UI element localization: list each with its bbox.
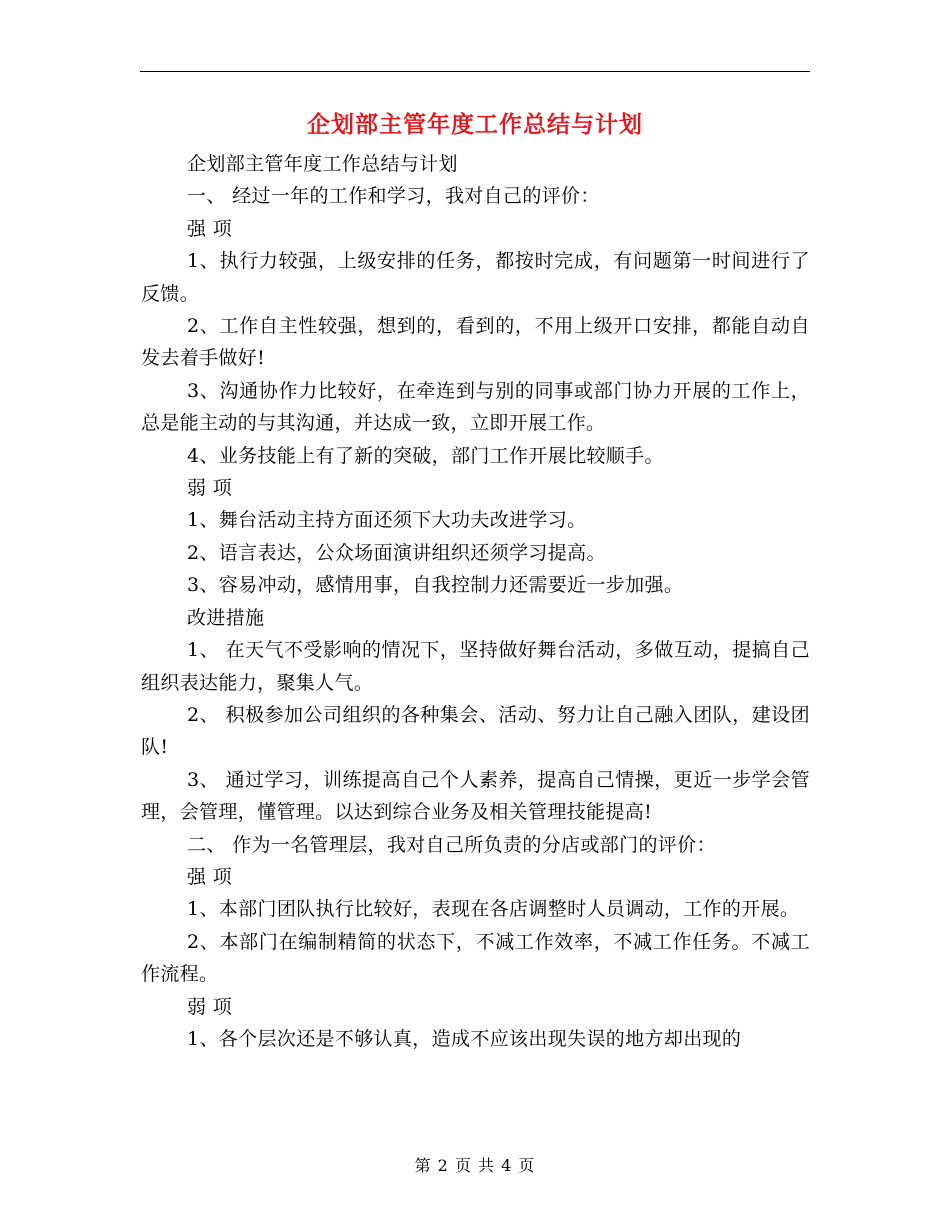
paragraph: 2、 积极参加公司组织的各种集会、活动、努力让自己融入团队，建设团队! [141, 703, 810, 759]
paragraph: 1、各个层次还是不够认真，造成不应该出现失误的地方却出现的 [187, 1027, 742, 1050]
paragraph: 4、业务技能上有了新的突破，部门工作开展比较顺手。 [187, 444, 664, 467]
document-body [141, 148, 810, 1055]
document-title: 企划部主管年度工作总结与计划 [307, 111, 643, 138]
paragraph: 强 项 [187, 865, 233, 888]
paragraph: 一、 经过一年的工作和学习，我对自己的评价： [187, 185, 600, 208]
paragraph: 改进措施 [187, 606, 265, 629]
paragraph: 1、执行力较强，上级安排的任务，都按时完成，有问题第一时间进行了反馈。 [141, 250, 810, 305]
paragraph: 强 项 [187, 217, 233, 240]
paragraph: 3、容易冲动，感情用事，自我控制力还需要近一步加强。 [187, 574, 684, 597]
paragraph: 1、 在天气不受影响的情况下，坚持做好舞台活动，多做互动，提搞自己组织表达能力，聚集人气。 [141, 639, 810, 694]
header-rule [140, 71, 810, 72]
paragraph: 2、语言表达，公众场面演讲组织还须学习提高。 [187, 541, 606, 564]
paragraph: 1、本部门团队执行比较好，表现在各店调整时人员调动，工作的开展。 [187, 898, 800, 921]
paragraph: 弱 项 [187, 995, 233, 1018]
paragraph: 二、 作为一名管理层，我对自己所负责的分店或部门的评价： [187, 833, 716, 856]
paragraph: 企划部主管年度工作总结与计划 [187, 153, 458, 175]
page-footer: 第 2 页 共 4 页 [414, 1156, 536, 1175]
paragraph: 3、沟通协作力比较好，在牵连到与别的同事或部门协力开展的工作上，总是能主动的与其沟通，并达成一致，立即开展工作。 [141, 379, 810, 435]
paragraph: 3、 通过学习，训练提高自己个人素养，提高自己情操，更近一步学会管理，会管理，懂管理。以达到综合业务及相关管理技能提高! [141, 768, 810, 824]
paragraph: 2、工作自主性较强，想到的，看到的，不用上级开口安排，都能自动自发去着手做好! [141, 315, 810, 370]
paragraph: 1、舞台活动主持方面还须下大功夫改进学习。 [187, 509, 587, 532]
paragraph: 2、本部门在编制精简的状态下，不减工作效率，不减工作任务。不减工作流程。 [141, 930, 810, 986]
paragraph: 弱 项 [187, 477, 233, 500]
